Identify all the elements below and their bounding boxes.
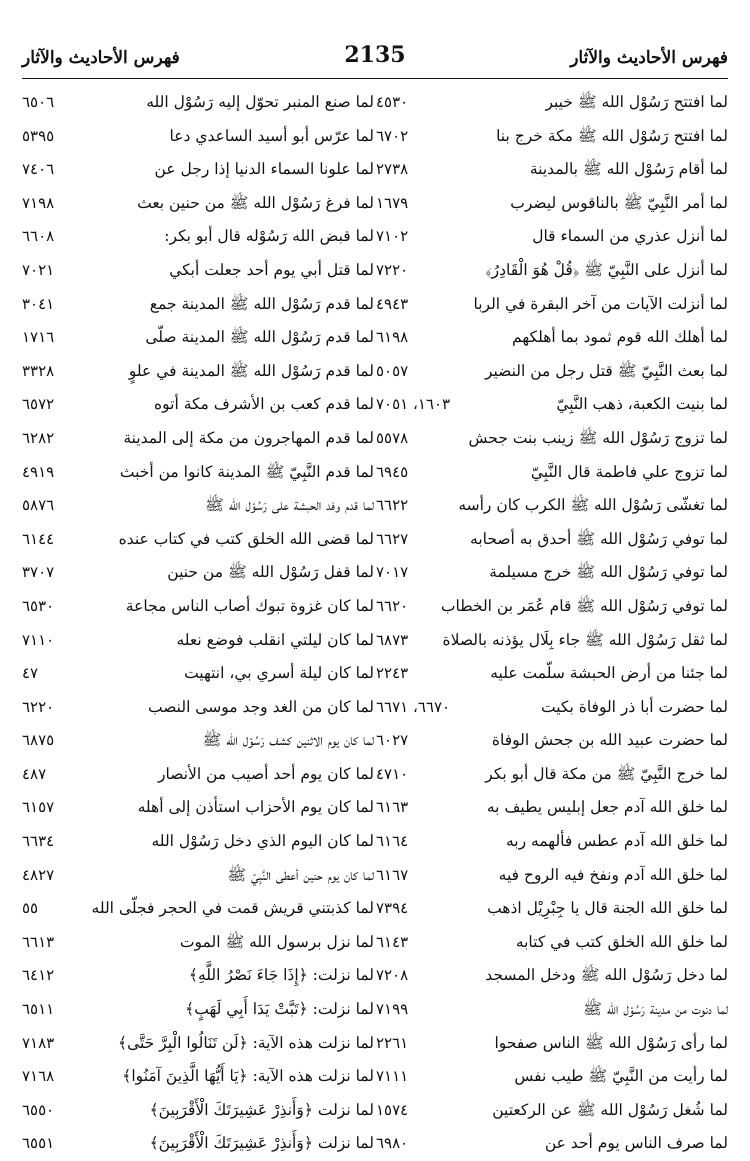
entry-number: ٦١٤٣ xyxy=(376,932,409,951)
index-entry xyxy=(376,624,728,658)
entry-text: لما خلق الله آدم ونفخ فيه الروح فيه xyxy=(498,865,728,884)
entry-text: لما خلق الله الجنة قال يا جِبْرِيْل اذهب xyxy=(487,899,728,918)
entry-text: لما خلق الله آدم جعل إبليس يطيف به xyxy=(486,798,728,817)
entry-number: ٦٦٢٢ xyxy=(376,496,409,515)
entry-number: ١٧١٦ xyxy=(22,328,55,347)
entry-text: لما خلق الله آدم عطس فألهمه ربه xyxy=(506,832,728,851)
index-entry xyxy=(376,892,728,926)
index-entry xyxy=(376,288,728,322)
index-entry xyxy=(22,1060,374,1094)
index-entry xyxy=(376,1127,728,1161)
entry-number: ٧١٩٨ xyxy=(22,193,55,212)
entry-number: ٤٧ xyxy=(22,664,39,683)
index-entry xyxy=(22,1094,374,1128)
entry-text: لما نزلت هذه الآية: ﴿يَا أَيُّهَا الَّذِينَ آمَنُوا﴾ xyxy=(122,1067,374,1086)
entry-number: ٦١٤٤ xyxy=(22,529,55,548)
index-entry xyxy=(22,187,374,221)
index-entry xyxy=(376,86,728,120)
index-entry xyxy=(376,657,728,691)
entry-text: لما حضرت أبا ذر الوفاة بكيت xyxy=(541,697,728,716)
index-entry xyxy=(376,321,728,355)
entry-text: لما كان ليلتي انقلب فوضع نعله xyxy=(176,630,374,649)
entry-number: ٧١٠٢ xyxy=(376,227,409,246)
entry-number: ٦٦٢٧ xyxy=(376,529,409,548)
index-entry xyxy=(376,254,728,288)
entry-text: لما نزل برسول الله ﷺ الموت xyxy=(179,932,374,951)
index-entry xyxy=(22,590,374,624)
entry-text: لما توفي رَسُوْل الله ﷺ أحدق به أصحابه xyxy=(470,529,728,548)
entry-number: ٥٣٩٥ xyxy=(22,126,55,145)
index-entry xyxy=(22,355,374,389)
entry-text: لما كان يوم حنين أعطى النَّبِيّ ﷺ xyxy=(227,865,374,884)
index-entry xyxy=(376,825,728,859)
index-entry xyxy=(376,220,728,254)
index-column-left xyxy=(22,86,374,1161)
entry-text: لما عرّس أبو أسيد الساعدي دعا xyxy=(169,126,374,145)
index-entry xyxy=(376,959,728,993)
index-entry xyxy=(22,153,374,187)
entry-number: ١٥٧٤ xyxy=(376,1100,409,1119)
index-entry xyxy=(376,1027,728,1061)
entry-number: ٤٨٧ xyxy=(22,764,47,783)
entry-text: لما رأى رَسُوْل الله ﷺ الناس صفحوا xyxy=(494,1033,728,1052)
entry-text: لما كان اليوم الذي دخل رَسُوْل الله xyxy=(151,832,374,851)
entry-number: ٦٧٠٢ xyxy=(376,126,409,145)
index-entry xyxy=(22,624,374,658)
entry-number: ٦٦٧٠، ٦٦٧١ xyxy=(376,697,451,716)
entry-number: ٣٣٢٨ xyxy=(22,361,55,380)
entry-text: لما أنزل على النَّبِيّ ﷺ ﴿قُلْ هُوَ الْقَادِرُ﴾ xyxy=(485,260,728,279)
entry-text: لما علونا السماء الدنيا إذا رجل عن xyxy=(154,160,374,179)
entry-text: لما نزلت: ﴿تَبَّتْ يَدَا أَبِي لَهَبٍ﴾ xyxy=(185,1000,374,1019)
index-entry xyxy=(376,187,728,221)
entry-text: لما نزلت ﴿وَأَنذِرْ عَشِيرَتَكَ الْأَقْرَبِينَ﴾ xyxy=(149,1100,374,1119)
entry-number: ٦٢٢٠ xyxy=(22,697,55,716)
entry-number: ٦١٦٤ xyxy=(376,832,409,851)
entry-text: لما صرف الناس يوم أحد عن xyxy=(544,1134,728,1153)
entry-number: ٧١٦٨ xyxy=(22,1067,55,1086)
entry-text: لما قدم المهاجرون من مكة إلى المدينة xyxy=(123,428,374,447)
entry-number: ٤٩٤٣ xyxy=(376,294,409,313)
entry-number: ١٦٠٣، ٧٠٥١ xyxy=(376,395,451,414)
entry-text: لما أنزلت الآيات من آخر البقرة في الربا xyxy=(473,294,728,313)
entry-text: لما خلق الله الخلق كتب في كتابه xyxy=(515,932,728,951)
header-title-right: فهرس الأحاديث والآثار xyxy=(570,48,728,68)
index-entry xyxy=(22,892,374,926)
entry-number: ٥٨٧٦ xyxy=(22,496,55,515)
entry-text: لما خرج النَّبِيّ ﷺ من مكة قال أبو بكر xyxy=(485,764,728,783)
entry-text: لما كان يوم الاثنين كشف رَسُوْل الله ﷺ xyxy=(202,731,374,750)
entry-number: ٣٠٤١ xyxy=(22,294,55,313)
entry-number: ١٦٧٩ xyxy=(376,193,409,212)
index-entry xyxy=(376,926,728,960)
index-entry xyxy=(22,422,374,456)
entry-number: ٧٣٩٤ xyxy=(376,899,409,918)
entry-text: لما قدم رَسُوْل الله ﷺ المدينة في علوٍ xyxy=(128,361,374,380)
entry-text: لما قضى الله الخلق كتب في كتاب عنده xyxy=(118,529,374,548)
entry-text: لما كان غزوة تبوك أصاب الناس مجاعة xyxy=(125,596,374,615)
entry-text: لما أهلك الله قوم ثمود بما أهلكهم xyxy=(512,328,728,347)
index-entry xyxy=(22,825,374,859)
index-entry xyxy=(22,791,374,825)
page-number: 2135 xyxy=(344,42,406,68)
index-entry xyxy=(376,556,728,590)
index-entry xyxy=(22,1127,374,1161)
index-entry xyxy=(22,120,374,154)
index-entry xyxy=(22,254,374,288)
entry-text: لما أنزل عذري من السماء قال xyxy=(532,227,728,246)
entry-text: لما كان يوم الأحزاب استأذن إلى أهله xyxy=(137,798,374,817)
index-entry xyxy=(376,153,728,187)
index-columns xyxy=(22,86,728,1153)
entry-text: لما نزلت هذه الآية: ﴿لَن تَنَالُوا الْبِرَّ حَتَّى﴾ xyxy=(118,1033,374,1052)
index-entry xyxy=(376,388,728,422)
index-entry xyxy=(22,556,374,590)
entry-number: ٦٦٣٤ xyxy=(22,832,55,851)
entry-text: لما توفي رَسُوْل الله ﷺ قام عُمَر بن الخطاب xyxy=(440,596,728,615)
entry-number: ٤٩١٩ xyxy=(22,462,55,481)
entry-text: لما توفي رَسُوْل الله ﷺ خرج مسيلمة xyxy=(489,563,728,582)
index-entry xyxy=(22,993,374,1027)
index-entry xyxy=(22,388,374,422)
entry-text: لما فرغ رَسُوْل الله ﷺ من حنين بعث xyxy=(137,193,374,212)
entry-text: لما بعث النَّبِيّ ﷺ قتل رجل من النضير xyxy=(484,361,728,380)
entry-number: ٦١٩٨ xyxy=(376,328,409,347)
entry-number: ٦١٦٧ xyxy=(376,865,409,884)
header-title-left: فهرس الأحاديث والآثار xyxy=(22,48,180,68)
entry-text: لما قدم كعب بن الأشرف مكة أتوه xyxy=(154,395,374,414)
entry-number: ٦٨٧٣ xyxy=(376,630,409,649)
entry-number: ٦٩٨٠ xyxy=(376,1134,409,1153)
index-entry xyxy=(376,724,728,758)
entry-number: ٧١٩٩ xyxy=(376,1000,409,1019)
entry-text: لما كان يوم أحد أصيب من الأنصار xyxy=(158,764,374,783)
entry-number: ٥٥ xyxy=(22,899,39,918)
entry-text: لما تزوج علي فاطمة قال النَّبِيّ xyxy=(530,462,728,481)
entry-text: لما قدم وفد الحبشة على رَسُوْل الله ﷺ xyxy=(205,496,374,515)
entry-text: لما قبض الله رَسُوْله قال أبو بكر: xyxy=(164,227,374,246)
entry-number: ٥٠٥٧ xyxy=(376,361,409,380)
entry-text: لما كان من الغد وجد موسى النصب xyxy=(148,697,374,716)
index-entry xyxy=(22,1027,374,1061)
entry-number: ٤٨٢٧ xyxy=(22,865,55,884)
entry-number: ٧١١٠ xyxy=(22,630,55,649)
index-entry xyxy=(376,523,728,557)
entry-number: ٧٤٠٦ xyxy=(22,160,55,179)
entry-text: لما افتتح رَسُوْل الله ﷺ مكة خرج بنا xyxy=(496,126,728,145)
entry-text: لما قفل رَسُوْل الله ﷺ من حنين xyxy=(167,563,374,582)
entry-text: لما حضرت عبيد الله بن جحش الوفاة xyxy=(491,731,728,750)
entry-text: لما ثقل رَسُوْل الله ﷺ جاء بِلَال يؤذنه بالصلاة xyxy=(442,630,728,649)
entry-number: ٦٥٣٠ xyxy=(22,596,55,615)
index-entry xyxy=(22,959,374,993)
entry-number: ٦٥٠٦ xyxy=(22,93,55,111)
entry-number: ٤٧١٠ xyxy=(376,764,409,783)
entry-number: ٢٢٦١ xyxy=(376,1033,409,1052)
entry-number: ٢٢٤٣ xyxy=(376,664,409,683)
index-entry xyxy=(376,758,728,792)
entry-text: لما نزلت: ﴿إِذَا جَاءَ نَصْرُ اللَّهِ﴾ xyxy=(188,966,374,985)
entry-text: لما دخل رَسُوْل الله ﷺ ودخل المسجد xyxy=(485,966,728,985)
entry-number: ٦١٦٣ xyxy=(376,798,409,817)
index-entry xyxy=(22,758,374,792)
entry-number: ٦٤١٢ xyxy=(22,966,55,985)
entry-text: لما بنيت الكعبة، ذهب النَّبِيّ xyxy=(556,395,728,414)
entry-number: ٧١١١ xyxy=(376,1067,409,1086)
entry-text: لما صنع المنبر تحوّل إليه رَسُوْل الله xyxy=(146,93,374,111)
index-entry xyxy=(22,724,374,758)
index-entry xyxy=(376,355,728,389)
entry-number: ٧٠١٧ xyxy=(376,563,409,582)
index-entry xyxy=(376,456,728,490)
entry-number: ٦٥٥١ xyxy=(22,1134,55,1153)
entry-text: لما رأيت من النَّبِيّ ﷺ طيب نفس xyxy=(514,1067,728,1086)
index-entry xyxy=(376,422,728,456)
index-entry xyxy=(22,86,374,120)
entry-text: لما أمر النَّبِيّ ﷺ بالناقوس ليضرب xyxy=(510,193,728,212)
index-entry xyxy=(22,288,374,322)
index-entry xyxy=(22,657,374,691)
entry-number: ٦٥٧٢ xyxy=(22,395,55,414)
entry-text: لما دنوت من مدينة رَسُوْل الله ﷺ xyxy=(583,1000,728,1019)
entry-text: لما كان ليلة أسري بي، انتهيت xyxy=(184,664,374,683)
index-entry xyxy=(22,859,374,893)
index-entry xyxy=(376,1060,728,1094)
entry-number: ٣٧٠٧ xyxy=(22,563,55,582)
entry-number: ٦٦٠٨ xyxy=(22,227,55,246)
index-entry xyxy=(22,926,374,960)
index-entry xyxy=(376,993,728,1027)
entry-text: لما افتتح رَسُوْل الله ﷺ خيبر xyxy=(545,93,728,111)
entry-number: ٦١٥٧ xyxy=(22,798,55,817)
entry-number: ٧٠٢١ xyxy=(22,260,55,279)
entry-text: لما نزلت ﴿وَأَنذِرْ عَشِيرَتَكَ الْأَقْرَبِينَ﴾ xyxy=(149,1134,374,1153)
index-entry xyxy=(22,523,374,557)
entry-number: ٧١٨٣ xyxy=(22,1033,55,1052)
entry-number: ٦٦٢٠ xyxy=(376,596,409,615)
index-column-right xyxy=(376,86,728,1161)
entry-text: لما قدم رَسُوْل الله ﷺ المدينة صلّى xyxy=(145,328,374,347)
entry-text: لما شُغل رَسُوْل الله ﷺ عن الركعتين xyxy=(492,1100,728,1119)
entry-number: ٦٦١٣ xyxy=(22,932,55,951)
entry-text: لما تغشّى رَسُوْل الله ﷺ الكرب كان رأسه xyxy=(458,496,728,515)
running-header xyxy=(22,38,728,79)
entry-text: لما قتل أبي يوم أحد جعلت أبكي xyxy=(169,260,374,279)
entry-text: لما تزوج رَسُوْل الله ﷺ زينب بنت جحش xyxy=(468,428,728,447)
entry-number: ٢٧٣٨ xyxy=(376,160,409,179)
index-entry xyxy=(22,691,374,725)
entry-number: ٦٥٥٠ xyxy=(22,1100,55,1119)
entry-text: لما قدم رَسُوْل الله ﷺ المدينة جمع xyxy=(149,294,374,313)
entry-number: ٦٢٨٢ xyxy=(22,428,55,447)
index-entry xyxy=(376,859,728,893)
entry-number: ٦٨٧٥ xyxy=(22,731,55,750)
entry-text: لما قدم النَّبِيّ ﷺ المدينة كانوا من أخبث xyxy=(119,462,374,481)
entry-number: ٧٢٠٨ xyxy=(376,966,409,985)
entry-number: ٤٥٣٠ xyxy=(376,93,409,111)
index-entry xyxy=(376,1094,728,1128)
entry-number: ٦٩٤٥ xyxy=(376,462,409,481)
index-entry xyxy=(376,691,728,725)
index-entry xyxy=(376,590,728,624)
index-entry xyxy=(22,489,374,523)
index-entry xyxy=(376,791,728,825)
entry-number: ٦٥١١ xyxy=(22,1000,55,1019)
index-entry xyxy=(22,321,374,355)
entry-text: لما جئنا من أرض الحبشة سلّمت عليه xyxy=(490,664,728,683)
entry-number: ٥٥٧٨ xyxy=(376,428,409,447)
index-entry xyxy=(376,489,728,523)
index-entry xyxy=(22,220,374,254)
entry-text: لما كذبتني قريش قمت في الحجر فجلّى الله xyxy=(91,899,374,918)
entry-number: ٦٠٢٧ xyxy=(376,731,409,750)
entry-number: ٧٢٢٠ xyxy=(376,260,409,279)
index-entry xyxy=(376,120,728,154)
index-entry xyxy=(22,456,374,490)
entry-text: لما أقام رَسُوْل الله ﷺ بالمدينة xyxy=(529,160,728,179)
